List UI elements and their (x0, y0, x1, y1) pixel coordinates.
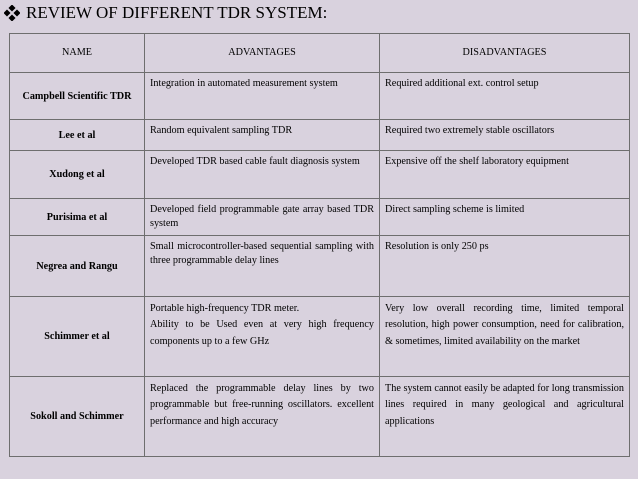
disadvantages-cell (380, 151, 630, 199)
table-row (10, 199, 630, 236)
disadvantages-text: Required additional ext. control setup (385, 78, 539, 89)
advantages-text: Integration in automated measurement system (150, 78, 338, 89)
table-row (10, 236, 630, 297)
disadvantages-cell (380, 199, 630, 236)
advantages-cell (145, 236, 380, 297)
slide-title-text: REVIEW OF DIFFERENT TDR SYSTEM: (26, 3, 328, 22)
disadvantages-text: Direct sampling scheme is limited (385, 204, 525, 215)
system-name: Campbell Scientific TDR (10, 73, 145, 120)
column-header-name: NAME (10, 34, 145, 73)
tdr-comparison-table (9, 33, 630, 457)
disadvantages-text: The system cannot easily be adapted for long transmission lines required in many geological and agricultural applications (385, 383, 624, 427)
disadvantages-text: Very low overall recording time, limited temporal resolution, high power consumption, need for calibration, & sometimes, limited availability on the market (385, 303, 624, 347)
column-header-advantages: ADVANTAGES (145, 34, 380, 73)
advantages-text: Ability to be Used even at very high frequency components up to a few GHz (150, 319, 374, 347)
disadvantages-cell (380, 377, 630, 457)
system-name: Lee et al (10, 120, 145, 151)
advantages-text: Small microcontroller-based sequential sampling with three programmable delay lines (150, 241, 374, 266)
system-name: Sokoll and Schimmer (10, 377, 145, 457)
advantages-text: Developed field programmable gate array based TDR system (150, 204, 374, 229)
advantages-cell (145, 199, 380, 236)
advantages-cell (145, 151, 380, 199)
advantages-cell (145, 120, 380, 151)
four-diamond-bullet-icon (4, 5, 20, 21)
advantages-cell (145, 377, 380, 457)
table-row (10, 73, 630, 120)
table-header-row (10, 34, 630, 73)
disadvantages-cell (380, 120, 630, 151)
system-name: Negrea and Rangu (10, 236, 145, 297)
disadvantages-cell (380, 236, 630, 297)
column-header-disadvantages: DISADVANTAGES (380, 34, 630, 73)
table-row (10, 151, 630, 199)
disadvantages-cell (380, 297, 630, 377)
slide-title (4, 3, 327, 23)
disadvantages-text: Resolution is only 250 ps (385, 241, 489, 252)
system-name: Schimmer et al (10, 297, 145, 377)
advantages-cell (145, 297, 380, 377)
table-row (10, 377, 630, 457)
disadvantages-cell (380, 73, 630, 120)
advantages-cell (145, 73, 380, 120)
table-row (10, 297, 630, 377)
disadvantages-text: Expensive off the shelf laboratory equipment (385, 156, 569, 167)
system-name: Xudong et al (10, 151, 145, 199)
advantages-text: Developed TDR based cable fault diagnosis system (150, 156, 360, 167)
disadvantages-text: Required two extremely stable oscillators (385, 125, 555, 136)
advantages-text: Portable high-frequency TDR meter. (150, 303, 300, 314)
system-name: Purisima et al (10, 199, 145, 236)
advantages-text: Replaced the programmable delay lines by two programmable but free-running oscillators. excellent performance and high accuracy (150, 383, 374, 427)
table-row (10, 120, 630, 151)
advantages-text: Random equivalent sampling TDR (150, 125, 293, 136)
